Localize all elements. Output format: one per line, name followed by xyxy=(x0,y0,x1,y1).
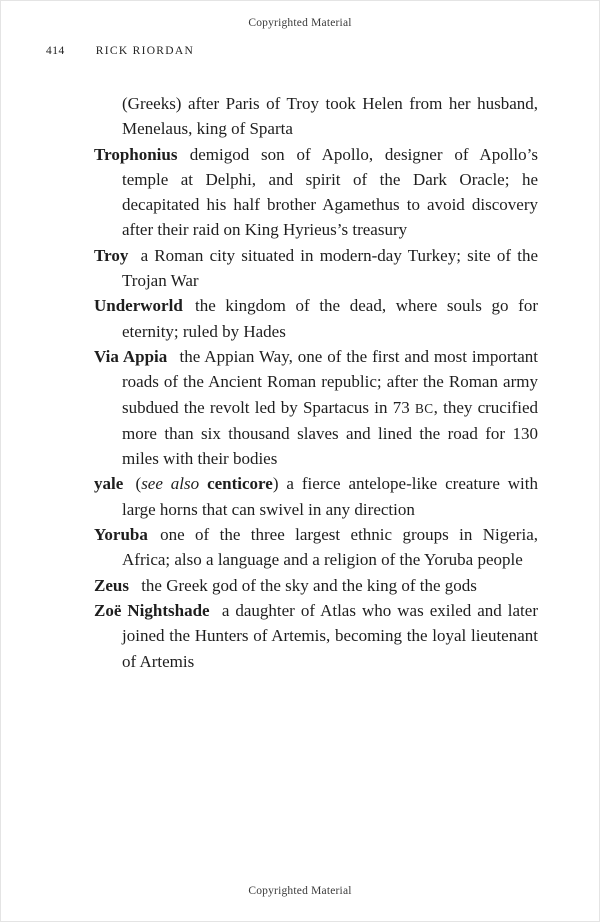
glossary-term: Zeus xyxy=(94,575,129,595)
glossary-term: Underworld xyxy=(94,296,183,316)
glossary-term: Zoë Nightshade xyxy=(94,600,210,620)
definition-text: ( xyxy=(135,474,142,494)
definition-text xyxy=(199,474,207,493)
glossary-term: Via Appia xyxy=(94,346,168,366)
definition-text: a Roman city situated in modern-day Turkey; site of the Trojan War xyxy=(122,245,538,291)
author-name: RICK RIORDAN xyxy=(95,45,195,57)
definition-text: (Greeks) after Paris of Troy took Helen from her husband, Menelaus, king of Sparta xyxy=(122,94,538,139)
definition-text: see also xyxy=(141,474,200,494)
glossary-term: Yoruba xyxy=(94,525,148,545)
definition-text: demigod son of Apollo, designer of Apollo’s temple at Delphi, and spirit of the Dark Oracle; he decapitated his half brother Agamethus to avoid discovery after their raid on King Hyrieus’s treasury xyxy=(122,144,538,240)
glossary-term: yale xyxy=(94,474,124,494)
definition-text: the Appian Way, one of the first and most important roads of the Ancient Roman republic; after the Roman army subdued the revolt led by Spartacus in 73 xyxy=(122,346,538,417)
definition-text: ) a fierce antelope-like creature with large horns that can swivel in any direction xyxy=(122,474,539,519)
glossary-term: Troy xyxy=(94,245,129,265)
definition-text: a daughter of Atlas who was exiled and later joined the Hunters of Artemis, becoming the loyal lieutenant of Artemis xyxy=(122,600,538,671)
page-number: 414 xyxy=(46,45,65,57)
glossary-entry-continuation xyxy=(94,91,538,142)
definition-text: one of the three largest ethnic groups in Nigeria, Africa; also a language and a religion of the Yoruba people xyxy=(122,525,538,570)
running-header xyxy=(46,45,194,57)
glossary-entry xyxy=(94,142,538,243)
glossary-term: Trophonius xyxy=(94,144,178,164)
copyright-notice-bottom: Copyrighted Material xyxy=(248,885,352,897)
glossary-entry xyxy=(94,598,538,674)
definition-text: the Greek god of the sky and the king of the gods xyxy=(141,575,477,595)
definition-text: the kingdom of the dead, where souls go for eternity; ruled by Hades xyxy=(122,296,538,341)
definition-text: , they crucified more than six thousand slaves and lined the road for 130 miles with their bodies xyxy=(122,397,538,469)
glossary-entry xyxy=(94,293,538,344)
definition-text: centicore xyxy=(207,474,273,494)
glossary-entry xyxy=(94,471,538,522)
glossary-list xyxy=(94,91,538,674)
glossary-entry xyxy=(94,243,538,294)
glossary-entry xyxy=(94,573,538,598)
copyright-notice-top: Copyrighted Material xyxy=(248,17,352,29)
glossary-entry xyxy=(94,522,538,573)
glossary-entry xyxy=(94,344,538,471)
definition-text: BC xyxy=(414,400,434,416)
